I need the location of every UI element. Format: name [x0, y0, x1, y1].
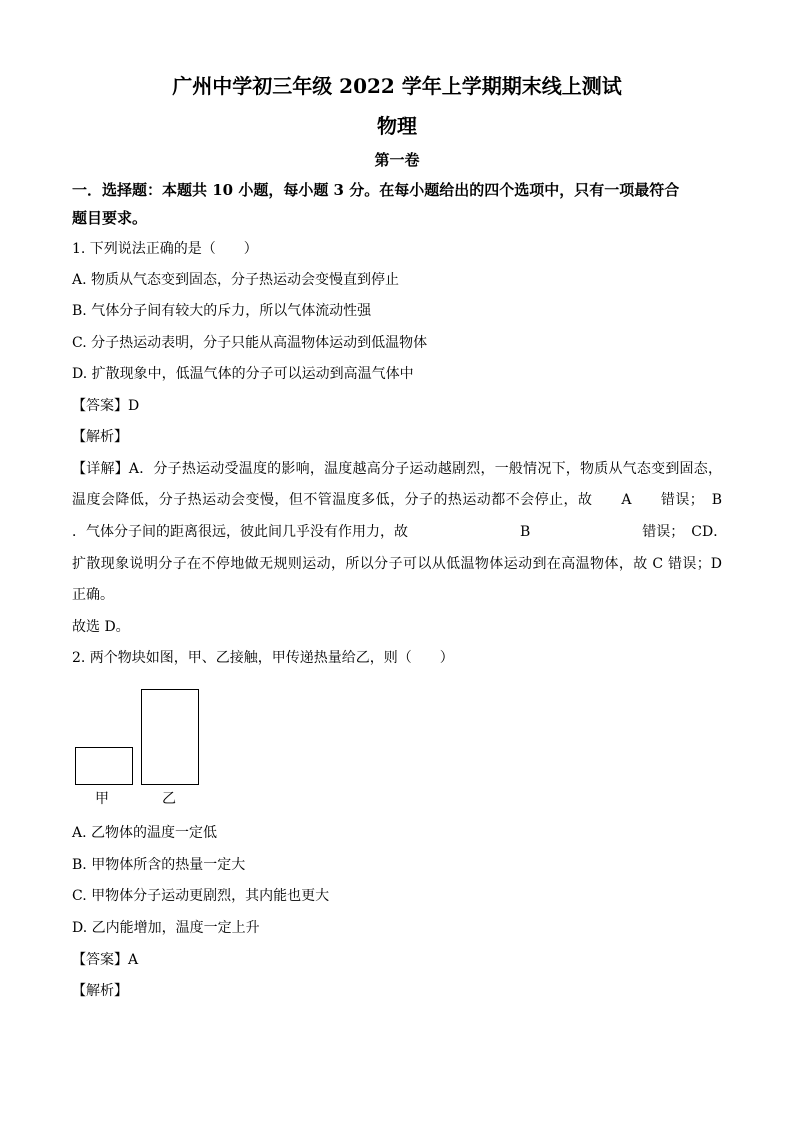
block-jia — [75, 747, 133, 785]
section-heading-line2: 题目要求。 — [72, 209, 148, 227]
q1-conclusion: 故选 D。 — [72, 619, 130, 635]
q1-detail-line5: 正确。 — [72, 587, 114, 603]
q1-detail-line1: 【详解】A．分子热运动受温度的影响，温度越高分子运动越剧烈，一般情况下，物质从气态变到固态， — [72, 461, 722, 477]
section-heading-line1: 一．选择题：本题共 10 小题，每小题 3 分。在每小题给出的四个选项中，只有一项最符合 — [72, 181, 680, 199]
block-yi — [141, 689, 199, 785]
q2-answer: 【答案】A — [72, 952, 139, 968]
q2-analysis-label: 【解析】 — [72, 983, 128, 999]
q1-option-d: D. 扩散现象中，低温气体的分子可以运动到高温气体中 — [72, 366, 414, 382]
q2-option-c: C. 甲物体分子运动更剧烈，其内能也更大 — [72, 888, 330, 904]
q2-option-b: B. 甲物体所含的热量一定大 — [72, 857, 246, 873]
volume-title: 第一卷 — [374, 151, 420, 169]
q1-detail-line4: 扩散现象说明分子在不停地做无规则运动，所以分子可以从低温物体运动到在高温物体，故 C 错误；D — [72, 556, 722, 572]
q1-option-c: C. 分子热运动表明，分子只能从高温物体运动到低温物体 — [72, 335, 428, 351]
q1-stem: 1. 下列说法正确的是（ ） — [72, 241, 258, 257]
block-yi-label: 乙 — [162, 791, 176, 807]
subject-title: 物理 — [377, 114, 417, 138]
q1-option-b: B. 气体分子间有较大的斥力，所以气体流动性强 — [72, 303, 372, 319]
q1-answer: 【答案】D — [72, 398, 140, 414]
q1-detail-line3: ．气体分子间的距离很远，彼此间几乎没有作用力，故 B 错误； CD． — [72, 524, 728, 540]
q1-analysis-label: 【解析】 — [72, 429, 128, 445]
q2-blocks-figure — [72, 685, 212, 815]
q2-option-d: D. 乙内能增加，温度一定上升 — [72, 920, 260, 936]
exam-title: 广州中学初三年级 2022 学年上学期期末线上测试 — [172, 74, 622, 98]
block-jia-label: 甲 — [95, 791, 109, 807]
q1-option-a: A. 物质从气态变到固态，分子热运动会变慢直到停止 — [72, 272, 400, 288]
q1-detail-line2: 温度会降低，分子热运动会变慢，但不管温度多低，分子的热运动都不会停止，故 A 错误； B — [72, 492, 722, 508]
q2-option-a: A. 乙物体的温度一定低 — [72, 825, 218, 841]
q2-stem: 2. 两个物块如图，甲、乙接触，甲传递热量给乙，则（ ） — [72, 650, 454, 666]
